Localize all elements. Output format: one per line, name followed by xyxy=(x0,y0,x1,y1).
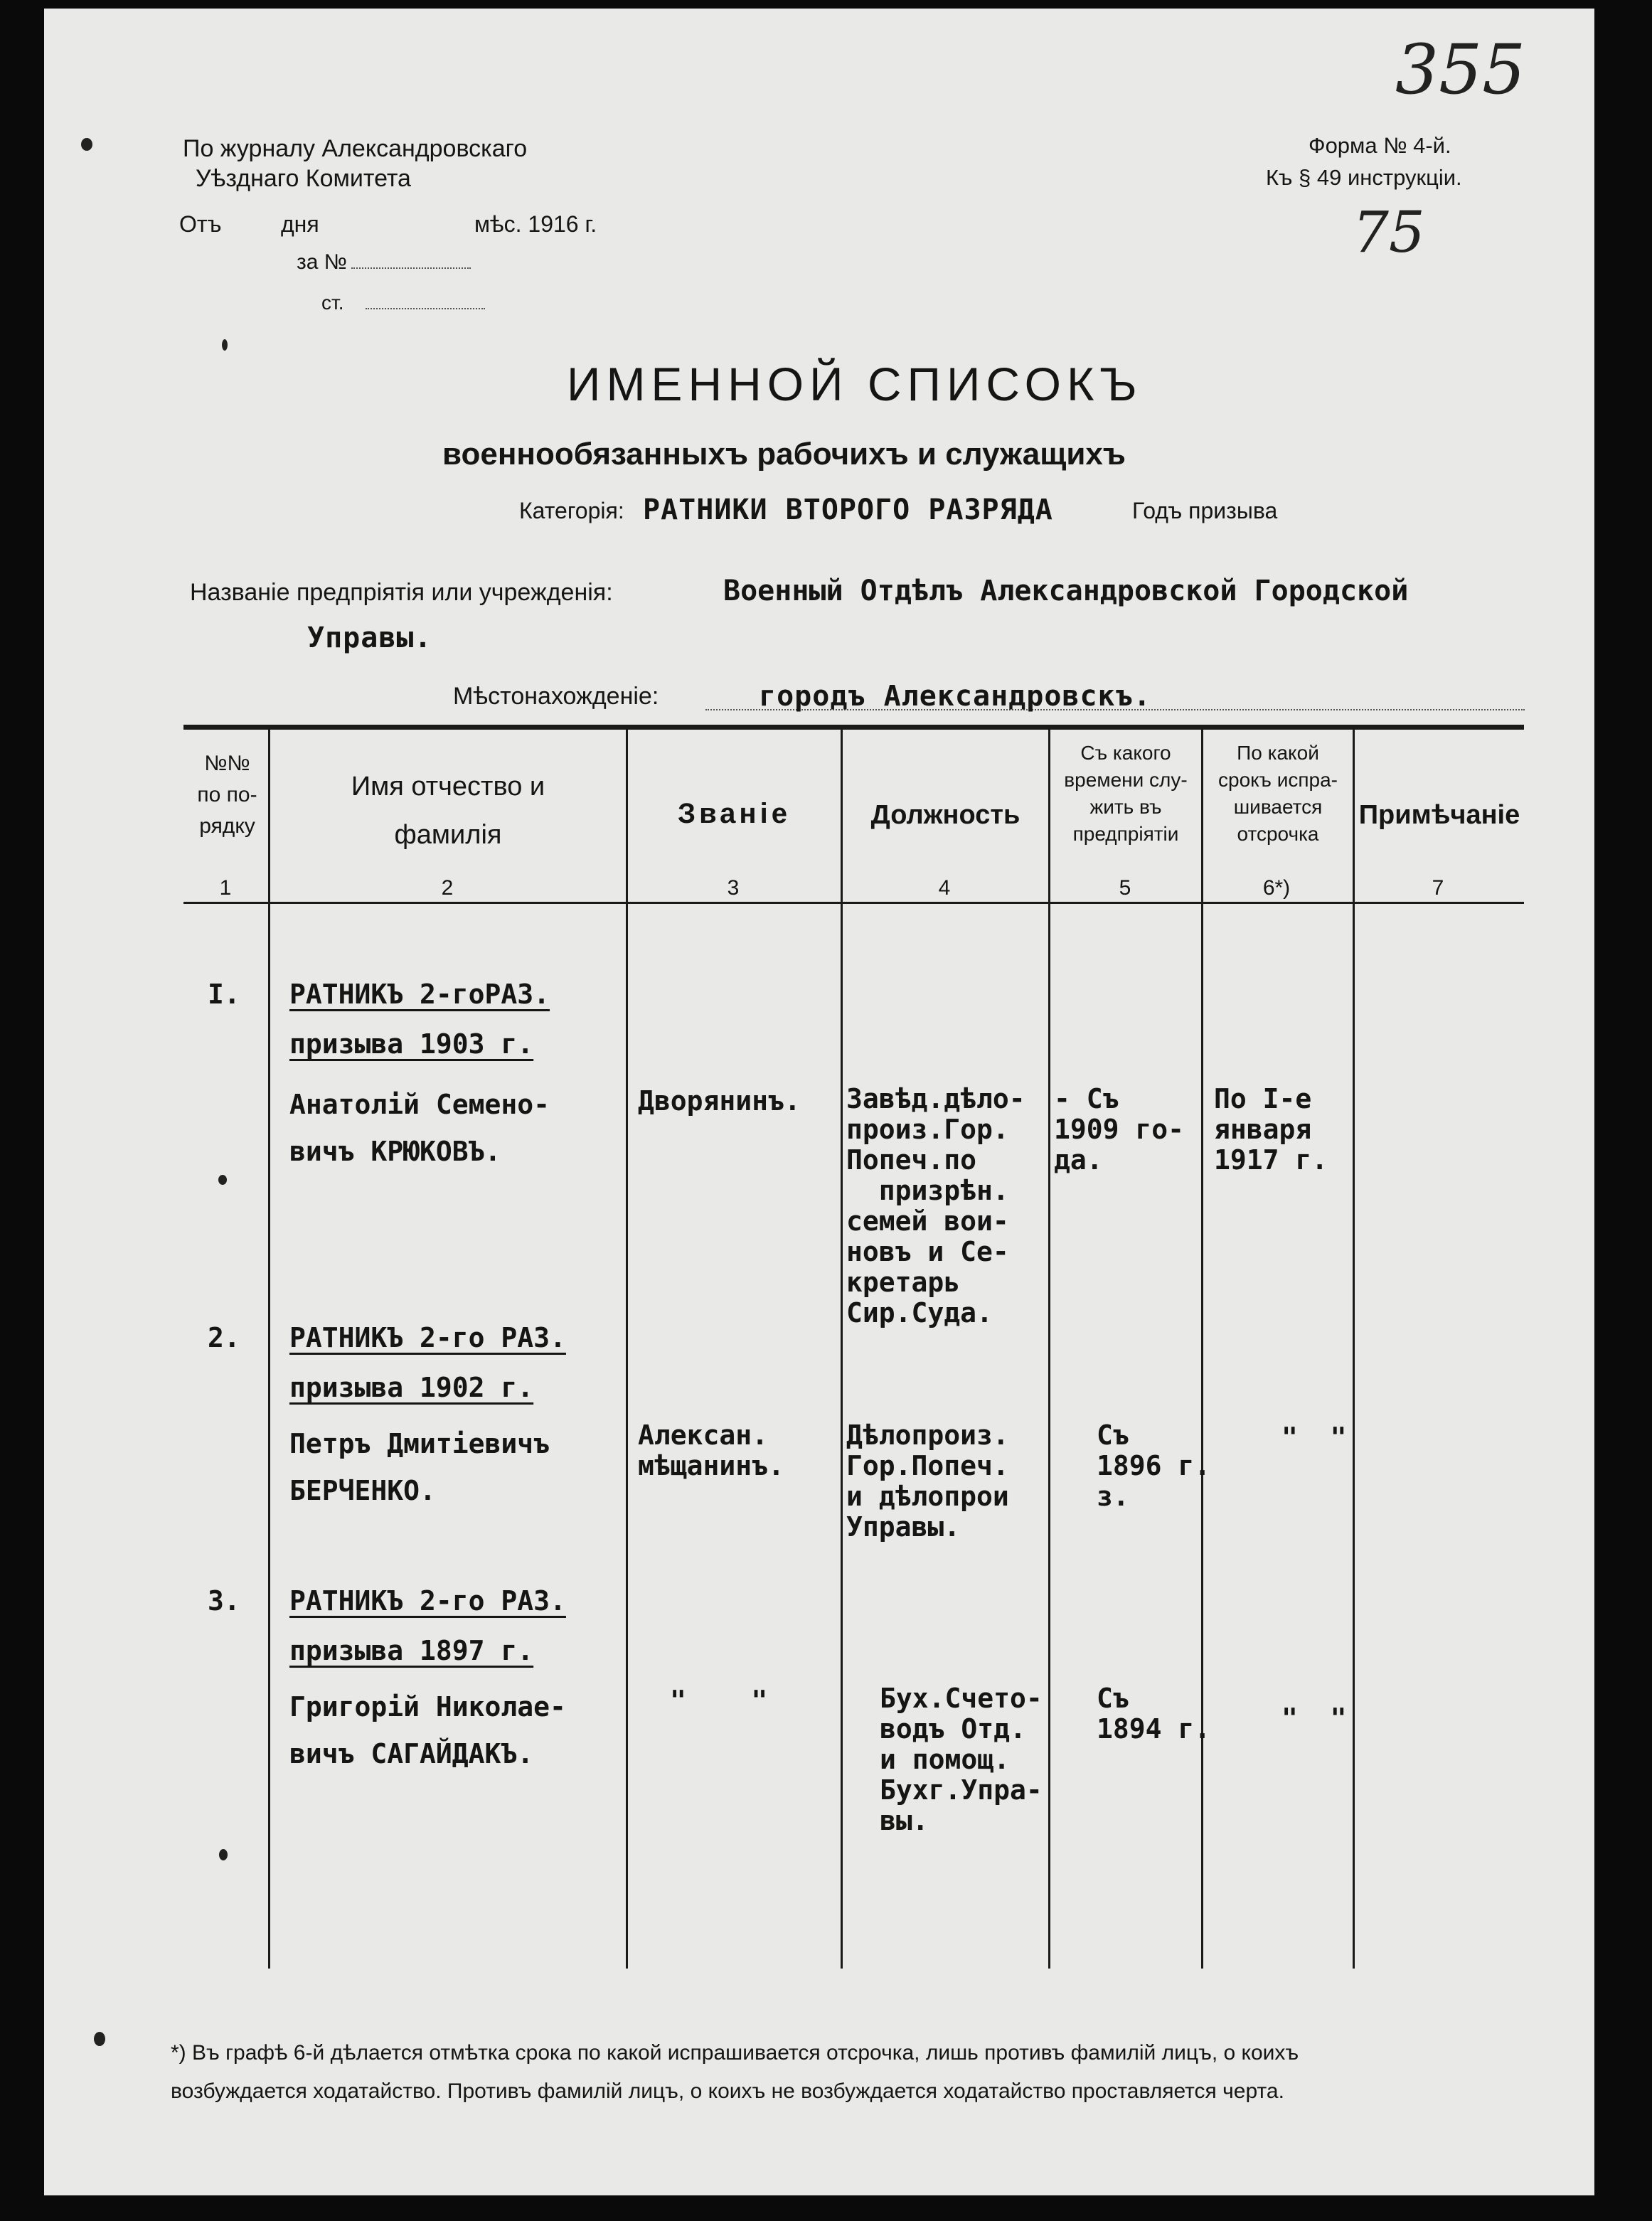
category-label: Категорія: xyxy=(519,498,624,523)
row-name: Анатолій Семено- вичъ КРЮКОВЪ. xyxy=(289,1089,550,1167)
row-since: Съ 1896 г. з. xyxy=(1097,1420,1211,1512)
table-top-border xyxy=(183,725,1524,730)
row-position: Дѣлопроиз. Гор.Попеч. и дѣлопрои Управы. xyxy=(846,1420,1009,1543)
row-call-year: призыва 1902 г. xyxy=(289,1372,534,1403)
header-col-5: Съ какого времени слу- жить въ предпріятіи xyxy=(1064,742,1188,845)
row-rank: РАТНИКЪ 2-го РАЗ. xyxy=(289,1585,566,1617)
row-since: - Съ 1909 го- да. xyxy=(1054,1083,1185,1176)
location-label: Мѣстонахожденіе: xyxy=(453,683,659,710)
enterprise-value-line-1: Военный Отдѣлъ Александровской Городской xyxy=(723,575,1409,607)
col-number-7: 7 xyxy=(1432,876,1444,900)
document-title: ИМЕННОЙ СПИСОКЪ xyxy=(567,358,1143,410)
enterprise-value-line-2: Управы. xyxy=(307,622,432,654)
header-col-2: Имя отчество и фамилія xyxy=(351,772,545,850)
col-number-1: 1 xyxy=(219,876,232,900)
za-no-label: за № xyxy=(297,250,471,275)
row-number: 2. xyxy=(208,1322,240,1353)
col-number-6: 6*) xyxy=(1262,876,1291,900)
ink-speck xyxy=(219,1849,228,1860)
header-col-4: Должность xyxy=(870,800,1020,830)
col-divider-2 xyxy=(626,730,628,1969)
col-number-3: 3 xyxy=(727,876,740,900)
row-position: Бух.Счето- водъ Отд. и помощ. Бухг.Упра- вы. xyxy=(880,1683,1043,1836)
ink-speck xyxy=(94,2032,105,2046)
header-col-6: По какой срокъ испра- шивается отсрочка xyxy=(1218,742,1338,845)
row-deferment: " " xyxy=(1281,1703,1347,1734)
col-divider-5 xyxy=(1201,730,1203,1969)
row-number: I. xyxy=(208,979,240,1010)
header-col-1: №№ по по- рядку xyxy=(197,752,257,838)
journal-line-1: По журналу Александровскаго xyxy=(183,135,528,162)
row-estate: Дворянинъ. xyxy=(638,1085,801,1117)
header-bottom-border xyxy=(183,902,1524,904)
row-estate: " " xyxy=(670,1685,768,1716)
header-col-7: Примѣчаніе xyxy=(1358,800,1520,830)
journal-line-2: Уѣзднаго Комитета xyxy=(196,165,411,192)
row-call-year: призыва 1897 г. xyxy=(289,1635,534,1666)
ink-speck xyxy=(218,1175,227,1185)
row-rank: РАТНИКЪ 2-гоРАЗ. xyxy=(289,979,550,1010)
category-value: РАТНИКИ ВТОРОГО РАЗРЯДА xyxy=(643,494,1053,526)
document-subtitle: военнообязанныхъ рабочихъ и служащихъ xyxy=(442,437,1126,472)
col-divider-6 xyxy=(1353,730,1355,1969)
from-label: Отъ xyxy=(179,211,222,237)
ink-speck xyxy=(81,138,92,151)
location-value: городъ Александровскъ. xyxy=(759,680,1151,713)
row-estate: Алексан. мѣщанинъ. xyxy=(638,1420,784,1481)
month-year-label: мѣс. 1916 г. xyxy=(474,211,597,237)
col-number-4: 4 xyxy=(938,876,951,900)
col-divider-1 xyxy=(268,730,270,1969)
archive-number-handwritten: 355 xyxy=(1395,30,1526,110)
footnote-line-1: *) Въ графѣ 6-й дѣлается отмѣтка срока по какой испрашивается отсрочка, лишь противъ фамилій лицъ, о коихъ xyxy=(171,2041,1299,2065)
document-page xyxy=(44,9,1594,2195)
sheet-number-handwritten: 75 xyxy=(1353,199,1425,265)
header-col-3: Званіе xyxy=(678,798,791,829)
form-number: Форма № 4-й. xyxy=(1309,133,1451,158)
row-rank: РАТНИКЪ 2-го РАЗ. xyxy=(289,1322,566,1353)
col-number-2: 2 xyxy=(441,876,454,900)
row-deferment: По I-е января 1917 г. xyxy=(1214,1083,1328,1176)
row-name: Григорій Николае- вичъ САГАЙДАКЪ. xyxy=(289,1691,566,1769)
footnote-line-2: возбуждается ходатайство. Противъ фамилій лицъ, о коихъ не возбуждается ходатайство проставляется черта. xyxy=(171,2079,1284,2103)
row-position: Завѣд.дѣлo- произ.Гор. Попеч.по призрѣн. семей вои- новъ и Се- кретарь Сир.Суда. xyxy=(846,1083,1025,1328)
row-number: 3. xyxy=(208,1585,240,1617)
instruction-ref: Къ § 49 инструкціи. xyxy=(1266,165,1462,190)
row-call-year: призыва 1903 г. xyxy=(289,1028,534,1060)
year-of-call-label: Годъ призыва xyxy=(1132,498,1278,523)
col-divider-4 xyxy=(1048,730,1050,1969)
ink-speck xyxy=(222,339,228,351)
row-since: Съ 1894 г. xyxy=(1097,1683,1211,1745)
st-label: ст. xyxy=(321,292,485,314)
row-deferment: " " xyxy=(1281,1422,1347,1453)
day-label: дня xyxy=(281,211,319,237)
enterprise-label: Названіе предпріятія или учрежденія: xyxy=(190,579,613,606)
row-name: Петръ Дмитіевичъ БЕРЧЕНКО. xyxy=(289,1428,550,1506)
col-number-5: 5 xyxy=(1119,876,1131,900)
col-divider-3 xyxy=(841,730,843,1969)
